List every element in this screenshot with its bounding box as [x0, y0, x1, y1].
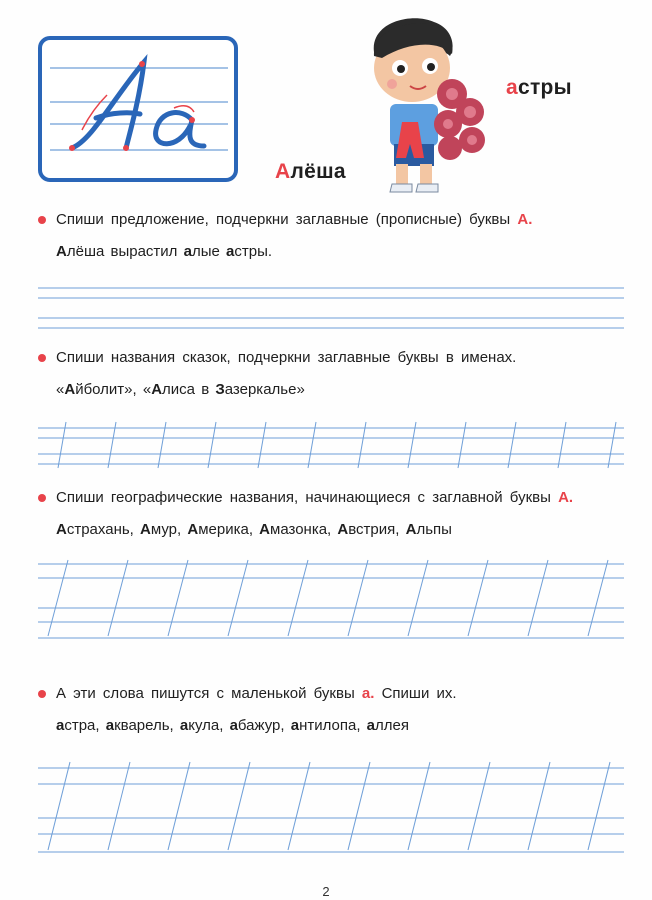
boy-with-asters-illustration — [352, 12, 500, 202]
task-words: Астрахань, Амур, Америка, Амазонка, Австрия, Альпы — [56, 521, 452, 538]
writing-lines-4[interactable] — [38, 756, 624, 860]
bullet-icon — [38, 494, 46, 502]
name-label-alyosha: Алёша — [275, 160, 346, 183]
task-instruction: Спиши географические названия, начинающиеся с заглавной буквы А. — [38, 488, 628, 508]
bullet-icon — [38, 216, 46, 224]
task-instruction: А эти слова пишутся с маленькой буквы а. Спиши их. — [38, 684, 628, 704]
task-instruction: Спиши предложение, подчеркни заглавные (прописные) буквы А. — [38, 210, 628, 230]
cursive-aa-illustration — [42, 40, 234, 178]
task-words: Алёша вырастил алые астры. — [56, 243, 273, 260]
writing-lines-1[interactable] — [38, 278, 624, 334]
task-2 — [38, 348, 628, 400]
task-4 — [38, 684, 628, 736]
flower-label-astry: астры — [506, 76, 572, 99]
task-1 — [38, 210, 628, 262]
letter-card-aa — [38, 36, 238, 182]
writing-lines-2[interactable] — [38, 418, 624, 474]
bullet-icon — [38, 354, 46, 362]
task-3 — [38, 488, 628, 540]
task-words: астра, акварель, акула, абажур, антилопа, аллея — [56, 717, 409, 734]
page-number: 2 — [322, 884, 330, 899]
task-instruction: Спиши названия сказок, подчеркни заглавные буквы в именах. — [38, 348, 628, 368]
task-words: «Айболит», «Алиса в Зазеркалье» — [56, 381, 305, 398]
bullet-icon — [38, 690, 46, 698]
writing-lines-3[interactable] — [38, 556, 624, 646]
